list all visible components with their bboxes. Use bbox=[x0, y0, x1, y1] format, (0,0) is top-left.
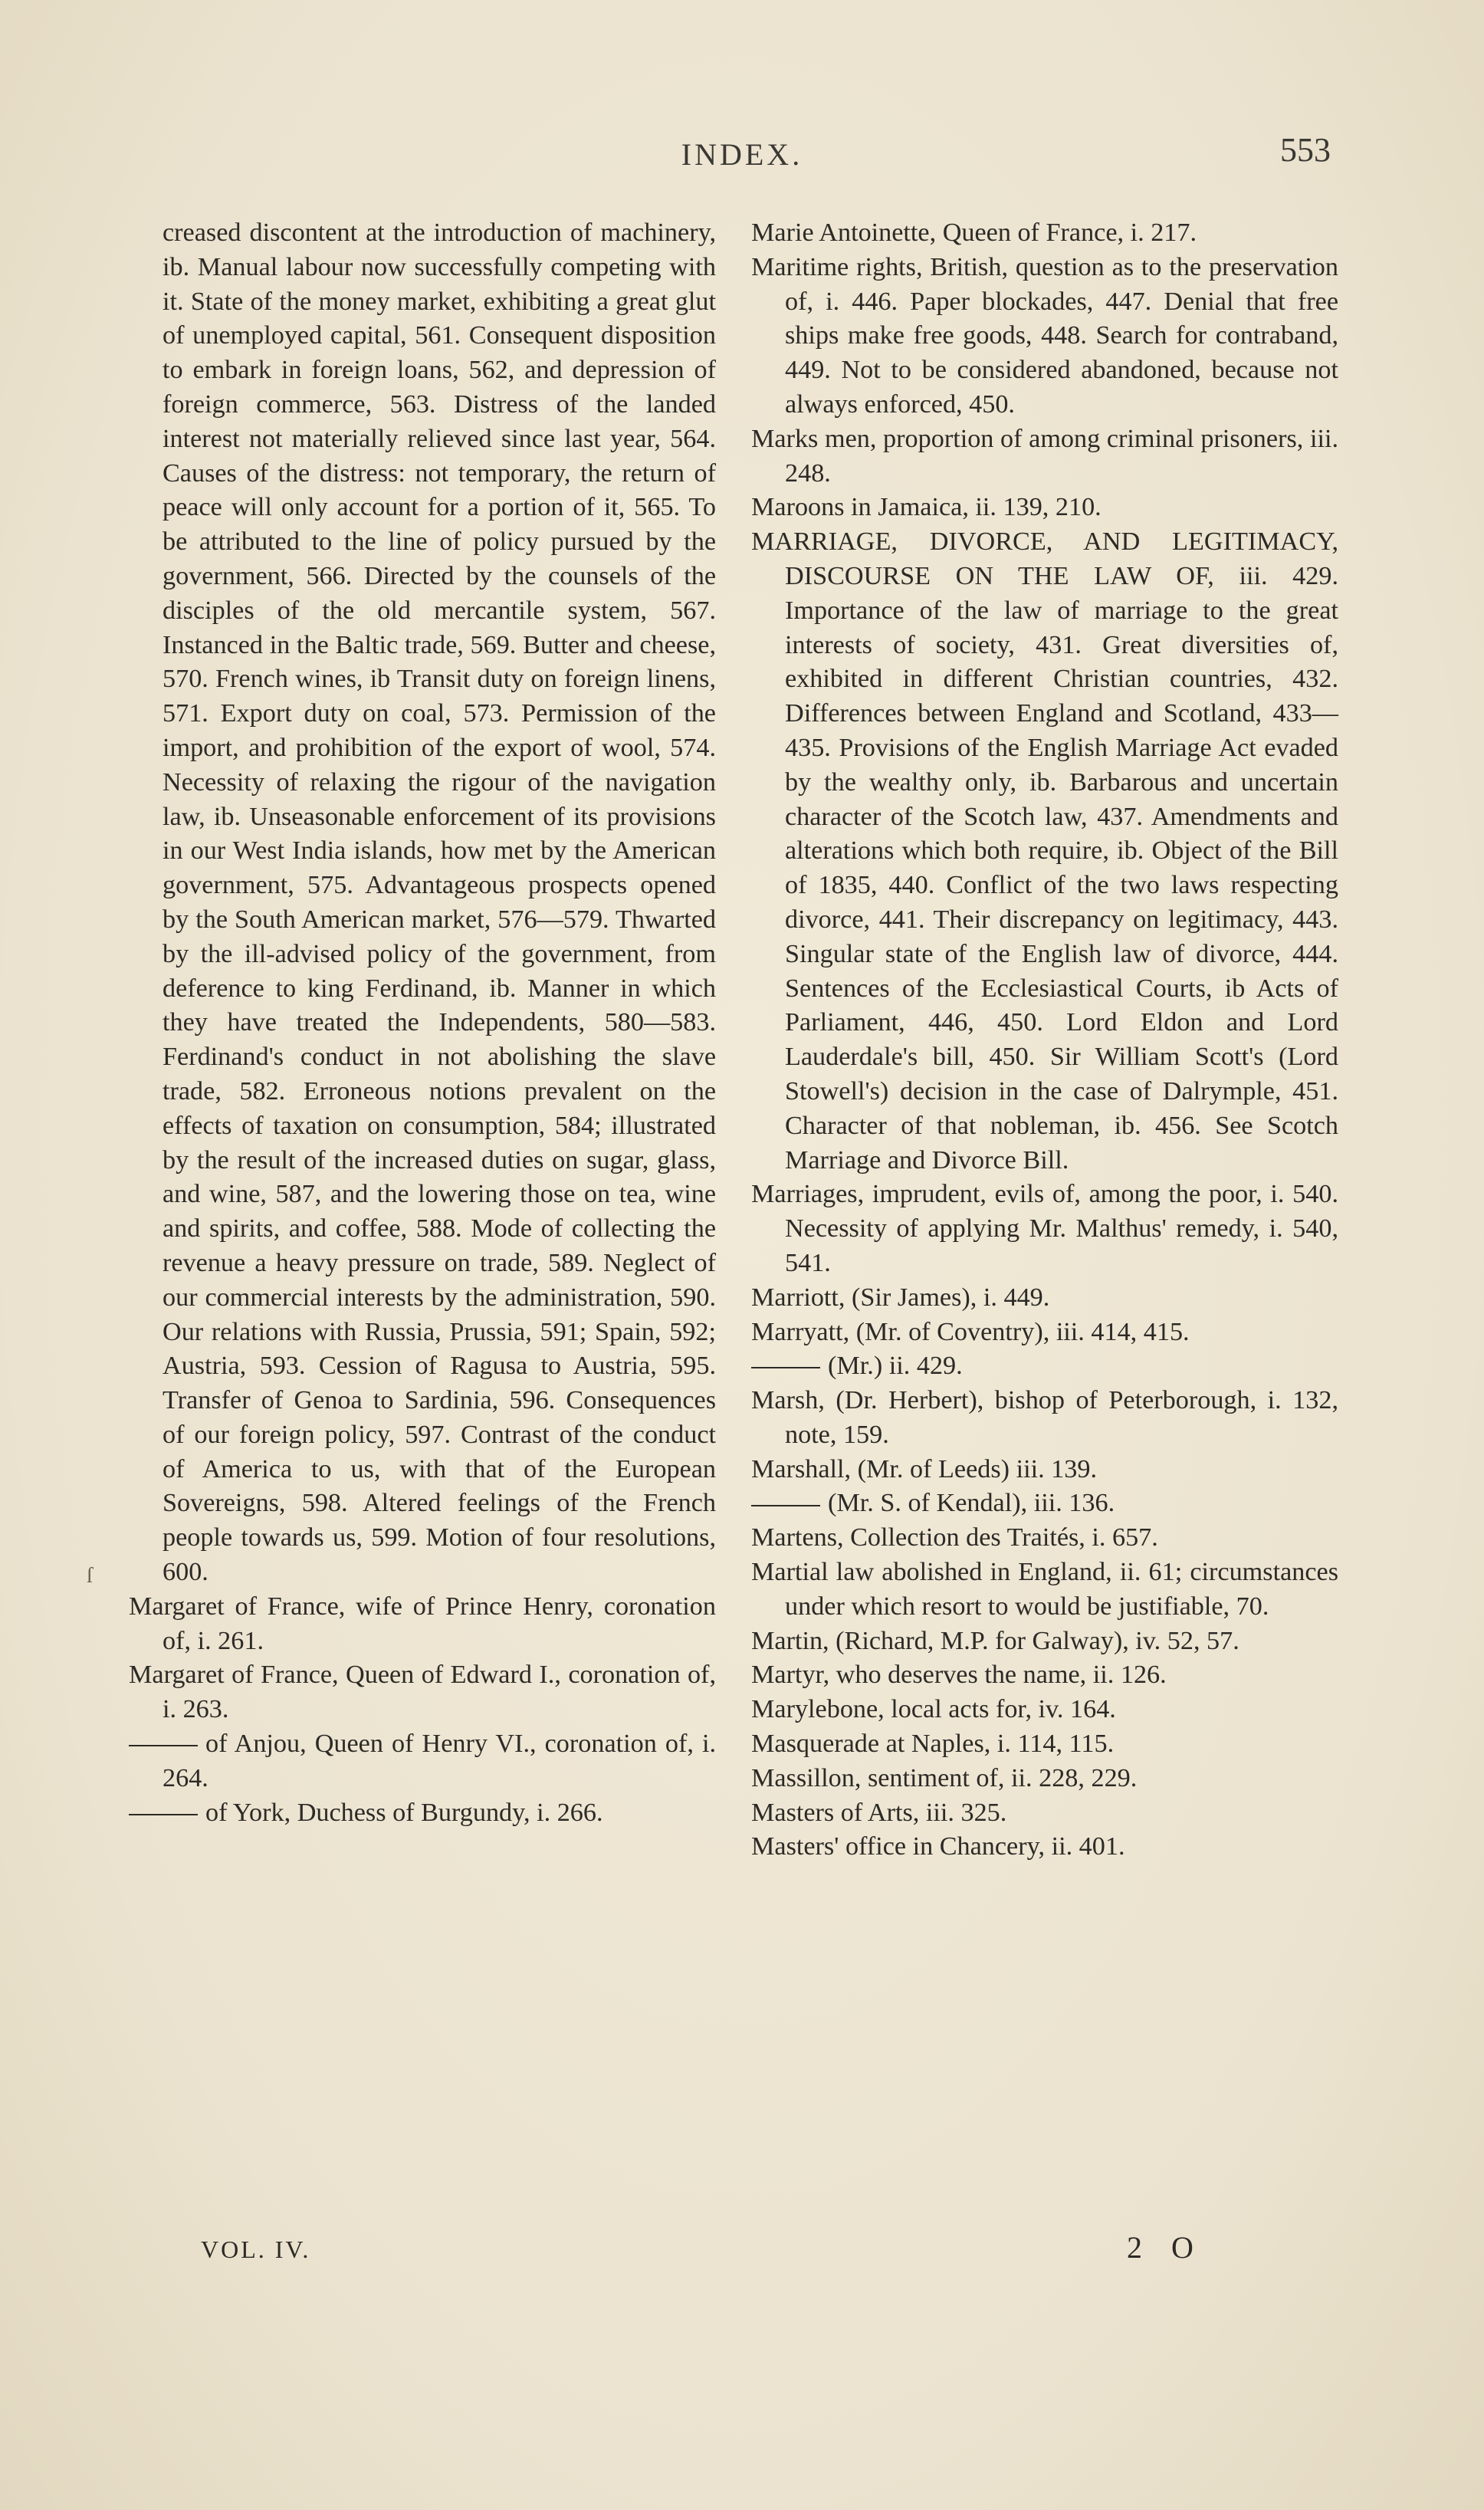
ditto-dash bbox=[129, 1814, 198, 1815]
left-column bbox=[129, 216, 716, 1830]
index-entry: Martens, Collection des Traités, i. 657. bbox=[751, 1523, 1158, 1552]
signature-mark: 2 O bbox=[1127, 2230, 1204, 2265]
continued-entry: creased discontent at the introduction of machinery, ib. Manual labour now successfully competing with it. State of the money market, exhibiting a great glut of unemployed capital, 561. Consequent disposition to embark in foreign loans, 562, and depression of foreign commerce, 563. Distress of the landed interest not materially relieved since last year, 564. Causes of the distress: not temporary, the return of peace will only account for a portion of it, 565. To be attributed to the line of policy pursued by the government, 566. Directed by the counsels of the disciples of the old mercantile system, 567. Instanced in the Baltic trade, 569. Butter and cheese, 570. French wines, ib Transit duty on foreign linens, 571. Export duty on coal, 573. Permission of the import, and prohibition of the export of wool, 574. Necessity of relaxing the rigour of the navigation law, ib. Unseasonable enforcement of its provisions in our West India islands, how met by the American government, 575. Advantageous prospects opened by the South American market, 576—579. Thwarted by the ill-advised policy of the government, from deference to king Ferdinand, ib. Manner in which they have treated the Independents, 580—583. Ferdinand's conduct in not abolishing the slave trade, 582. Erroneous notions prevalent on the effects of taxation on consumption, 584; illustrated by the result of the increased duties on sugar, glass, and wine, 587, and the lowering those on tea, wine and spirits, and coffee, 588. Mode of collecting the revenue a heavy pressure on trade, 589. Neglect of our commercial interests by the administration, 590. Our relations with Russia, Prussia, 591; Spain, 592; Austria, 593. Cession of Ragusa to Austria, 595. Transfer of Genoa to Sardinia, 596. Consequences of our foreign policy, 597. Contrast of the conduct of America to us, with that of the European Sovereigns, 598. Altered feelings of the French people towards us, 599. Motion of four resolutions, 600. bbox=[163, 218, 716, 1587]
index-entry: Marryatt, (Mr. of Coventry), iii. 414, 415. bbox=[751, 1317, 1190, 1346]
index-entry: Martyr, who deserves the name, ii. 126. bbox=[751, 1661, 1167, 1690]
index-entry: Margaret of France, Queen of Edward I., coronation of, i. 263. bbox=[129, 1661, 716, 1724]
index-entry: Martial law abolished in England, ii. 61; circumstances under which resort to would be justifiable, 70. bbox=[751, 1558, 1338, 1621]
index-entry: Marriott, (Sir James), i. 449. bbox=[751, 1283, 1050, 1312]
index-entry: Marks men, proportion of among criminal prisoners, iii. 248. bbox=[751, 424, 1338, 488]
index-entry: of Anjou, Queen of Henry VI., coronation of, i. 264. bbox=[129, 1727, 716, 1796]
ditto-dash bbox=[129, 1745, 198, 1746]
index-entry: Marylebone, local acts for, iv. 164. bbox=[751, 1695, 1116, 1724]
index-entry: (Mr. S. of Kendal), iii. 136. bbox=[751, 1487, 1338, 1521]
index-entry: Martin, (Richard, M.P. for Galway), iv. 52, 57. bbox=[751, 1626, 1239, 1655]
index-entry: of York, Duchess of Burgundy, i. 266. bbox=[129, 1796, 716, 1831]
index-entry: Masters of Arts, iii. 325. bbox=[751, 1798, 1007, 1827]
index-entry: Maritime rights, British, question as to the preservation of, i. 446. Paper blockades, 447. Denial that free ships make free goods, 448. Search for contraband, 449. Not to be considered abandoned, because not always enforced, 450. bbox=[751, 252, 1338, 419]
ditto-dash bbox=[751, 1505, 820, 1506]
index-entry: Massillon, sentiment of, ii. 228, 229. bbox=[751, 1763, 1138, 1792]
running-header: INDEX. bbox=[681, 137, 803, 172]
index-entry: Margaret of France, wife of Prince Henry, coronation of, i. 261. bbox=[129, 1592, 716, 1655]
index-entry: Marshall, (Mr. of Leeds) iii. 139. bbox=[751, 1454, 1097, 1483]
margin-mark: ſ bbox=[87, 1564, 93, 1588]
index-entry: Marie Antoinette, Queen of France, i. 217. bbox=[751, 218, 1197, 247]
index-entry: (Mr.) ii. 429. bbox=[751, 1349, 1338, 1384]
right-column bbox=[751, 216, 1338, 1864]
page-number: 553 bbox=[1280, 131, 1331, 169]
index-entry: Marsh, (Dr. Herbert), bishop of Peterborough, i. 132, note, 159. bbox=[751, 1386, 1338, 1449]
index-entry: Masters' office in Chancery, ii. 401. bbox=[751, 1832, 1125, 1861]
index-entry: Masquerade at Naples, i. 114, 115. bbox=[751, 1730, 1115, 1759]
index-entry: Maroons in Jamaica, ii. 139, 210. bbox=[751, 493, 1102, 522]
index-entry: Marriages, imprudent, evils of, among the poor, i. 540. Necessity of applying Mr. Malthus' remedy, i. 540, 541. bbox=[751, 1180, 1338, 1277]
index-entry: MARRIAGE, DIVORCE, AND LEGITIMACY, DISCOURSE ON THE LAW OF, iii. 429. Importance of the law of marriage to the great interests of society, 431. Great diversities of, exhibited in different Christian countries, 432. Differences between England and Scotland, 433—435. Provisions of the English Marriage Act evaded by the wealthy only, ib. Barbarous and uncertain character of the Scotch law, 437. Amendments and alterations which both require, ib. Object of the Bill of 1835, 440. Conflict of the two laws respecting divorce, 441. Their discrepancy on legitimacy, 443. Singular state of the English law of divorce, 444. Sentences of the Ecclesiastical Courts, ib Acts of Parliament, 446, 450. Lord Eldon and Lord Lauderdale's bill, 450. Sir William Scott's (Lord Stowell's) decision in the case of Dalrymple, 451. Character of that nobleman, ib. 456. See Scotch Marriage and Divorce Bill. bbox=[751, 527, 1338, 1175]
volume-footer: VOL. IV. bbox=[201, 2236, 311, 2263]
ditto-dash bbox=[751, 1367, 820, 1368]
